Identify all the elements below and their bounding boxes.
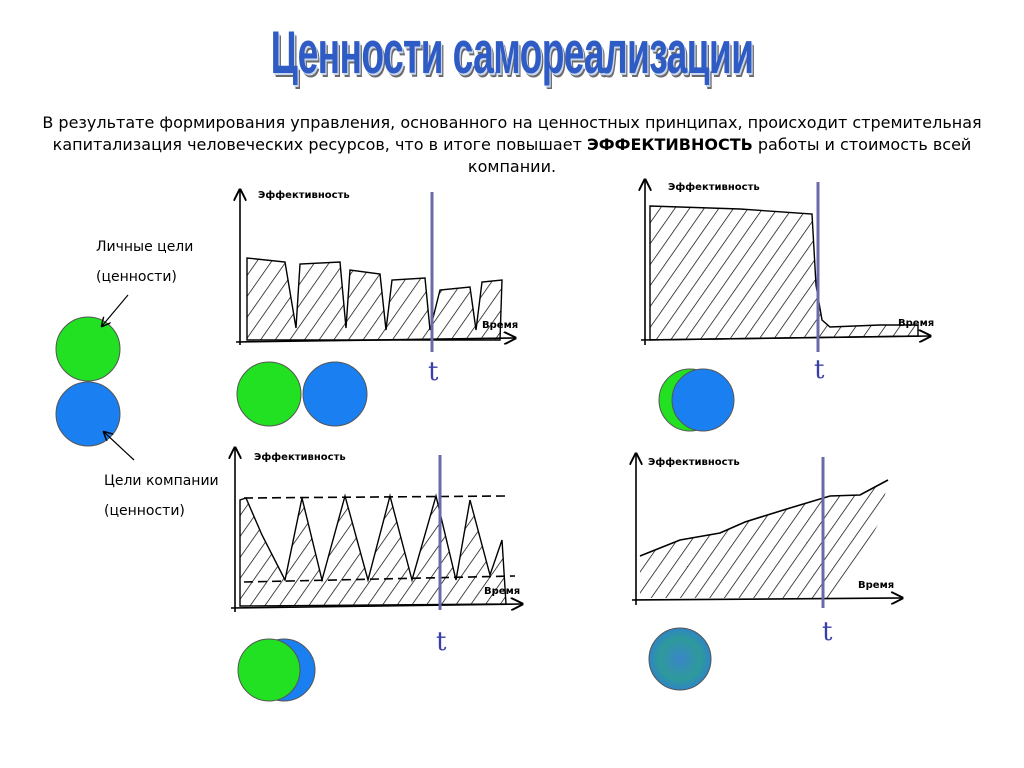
chart-3-area	[240, 496, 506, 606]
chart-1-personal-circle	[237, 362, 301, 426]
personal-goals-circle	[56, 317, 120, 381]
intro-part1: В результате формирования управления, основанного на ценностных принципах, происходит стремительная капитализация человеческих ресурсов, что в итоге повышает	[42, 113, 982, 154]
chart-4-ylabel: Эффективность	[648, 457, 740, 468]
chart-2-company-circle	[672, 369, 734, 431]
chart-3-xlabel: Время	[484, 586, 521, 597]
chart-3-personal-circle	[238, 639, 300, 701]
company-goals-circle	[56, 382, 120, 446]
company-goals-label: Цели компании (ценности)	[104, 473, 219, 519]
chart-2-t-label: t	[814, 355, 825, 385]
chart-4-merged-circle	[649, 628, 711, 690]
chart-3	[231, 448, 522, 657]
chart-1-t-label: t	[428, 357, 439, 387]
intro-part2: работы и стоимость всей компании.	[467, 135, 972, 176]
chart-3-upper-bound	[244, 496, 505, 498]
chart-1	[236, 189, 518, 387]
chart-2	[641, 180, 934, 385]
personal-goals-arrow	[102, 295, 128, 326]
chart-2-ylabel: Эффективность	[668, 182, 760, 193]
chart-4-xlabel: Время	[858, 580, 895, 591]
chart-1-xlabel: Время	[482, 320, 519, 331]
chart-2-area	[650, 206, 918, 340]
personal-goals-label: Личные цели (ценности)	[96, 239, 194, 285]
chart-3-ylabel: Эффективность	[254, 452, 346, 463]
chart-1-area	[247, 258, 502, 340]
page-title: Ценности самореализации	[270, 19, 754, 86]
intro-emphasis: ЭФФЕКТИВНОСТЬ	[586, 135, 753, 154]
chart-3-t-label: t	[436, 627, 447, 657]
chart-4	[632, 454, 902, 647]
chart-4-t-label: t	[822, 617, 833, 647]
chart-2-xlabel: Время	[898, 318, 935, 329]
company-goals-arrow	[104, 432, 134, 460]
chart-4-area	[640, 480, 888, 598]
chart-1-company-circle	[303, 362, 367, 426]
chart-1-ylabel: Эффективность	[258, 190, 350, 201]
